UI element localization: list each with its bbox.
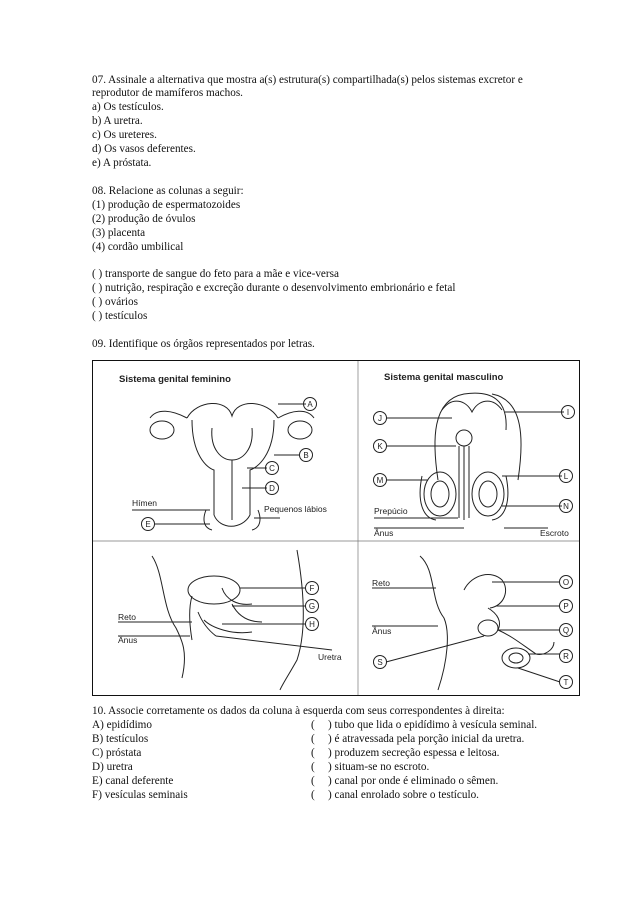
q10-right-2: ) é atravessada pela porção inicial da uretra. [328, 733, 525, 745]
svg-text:P: P [563, 602, 569, 611]
q07-option-d: d) Os vasos deferentes. [92, 143, 196, 155]
q10-left-a: A) epidídimo [92, 719, 152, 731]
q07-stem-line2: reprodutor de mamíferos machos. [92, 87, 243, 99]
q10-paren-5: ( [311, 775, 315, 787]
q10-right-1: ) tubo que lida o epidídimo à vesícula seminal. [328, 719, 538, 731]
badge-O [560, 576, 573, 589]
svg-text:N: N [563, 502, 569, 511]
q08-blank-1: ( ) transporte de sangue do feto para a mãe e vice-versa [92, 268, 339, 280]
q10-paren-4: ( [311, 761, 315, 773]
q08-item-4: (4) cordão umbilical [92, 241, 184, 253]
svg-text:I: I [566, 408, 570, 417]
label-escroto: Escroto [540, 528, 569, 538]
q08-item-1: (1) produção de espermatozoides [92, 199, 241, 211]
male-sagittal-leaders [372, 582, 560, 682]
q10-paren-2: ( [311, 733, 315, 745]
badge-H [306, 618, 319, 631]
badge-T [560, 676, 573, 689]
reproductive-systems-figure [92, 360, 580, 696]
badge-P [560, 600, 573, 613]
svg-text:A: A [307, 400, 313, 409]
q10-left-e: E) canal deferente [92, 775, 174, 787]
female-sagittal-leaders [118, 588, 332, 650]
svg-text:J: J [378, 414, 382, 423]
label-pequenos-labios: Pequenos lábios [264, 504, 327, 514]
label-uretra: Uretra [318, 652, 342, 662]
q07-stem-line1: 07. Assinale a alternativa que mostra a(s) estrutura(s) compartilhada(s) pelos sistemas excretor e [92, 74, 523, 86]
q07-option-a: a) Os testículos. [92, 101, 164, 113]
q08-title: 08. Relacione as colunas a seguir: [92, 185, 244, 197]
svg-text:T: T [563, 678, 569, 687]
label-reto-female: Reto [118, 612, 136, 622]
q08-item-2: (2) produção de óvulos [92, 213, 196, 225]
svg-text:S: S [377, 658, 383, 667]
q10-right-5: ) canal por onde é eliminado o sêmen. [328, 775, 499, 787]
q08-blank-4: ( ) testículos [92, 310, 148, 322]
label-anus-female: Ânus [118, 635, 138, 645]
female-system-title: Sistema genital feminino [119, 374, 231, 385]
q08-blank-2: ( ) nutrição, respiração e excreção durante o desenvolvimento embrionário e fetal [92, 282, 456, 294]
badge-M [374, 474, 387, 487]
male-system-title: Sistema genital masculino [384, 372, 504, 383]
svg-text:G: G [308, 602, 316, 611]
svg-text:K: K [377, 442, 383, 451]
q07-option-c: c) Os ureteres. [92, 129, 157, 141]
label-anus-male-bottom: Ânus [372, 626, 392, 636]
svg-text:C: C [269, 464, 275, 473]
q08-item-3: (3) placenta [92, 227, 146, 239]
svg-text:B: B [303, 451, 309, 460]
svg-text:O: O [562, 578, 570, 587]
q10-left-d: D) uretra [92, 761, 133, 773]
female-sagittal-drawing [152, 550, 303, 690]
q10-right-6: ) canal enrolado sobre o testículo. [328, 789, 479, 801]
badge-R [560, 650, 573, 663]
male-letter-badges [374, 406, 575, 689]
badge-K [374, 440, 387, 453]
q10-title: 10. Associe corretamente os dados da coluna à esquerda com seus correspondentes à direita: [92, 705, 505, 717]
male-sagittal-drawing [420, 556, 554, 690]
q10-left-f: F) vesículas seminais [92, 789, 188, 801]
svg-text:E: E [145, 520, 151, 529]
badge-J [374, 412, 387, 425]
q10-paren-1: ( [311, 719, 315, 731]
female-letter-badges [142, 398, 319, 631]
svg-text:L: L [563, 472, 569, 481]
q07-option-e: e) A próstata. [92, 157, 152, 169]
q10-paren-3: ( [311, 747, 315, 759]
badge-Q [560, 624, 573, 637]
badge-E [142, 518, 155, 531]
svg-text:H: H [309, 620, 315, 629]
q10-left-b: B) testículos [92, 733, 149, 745]
q10-right-4: ) situam-se no escroto. [328, 761, 430, 773]
q10-paren-6: ( [311, 789, 315, 801]
badge-D [266, 482, 279, 495]
badge-B [300, 449, 313, 462]
q09-title: 09. Identifique os órgãos representados por letras. [92, 338, 315, 350]
badge-F [306, 582, 319, 595]
svg-text:R: R [563, 652, 569, 661]
label-reto-male: Reto [372, 578, 390, 588]
label-anus-male-top: Ânus [374, 528, 394, 538]
q08-blank-3: ( ) ovários [92, 296, 138, 308]
label-himen: Hímen [132, 498, 158, 508]
badge-G [306, 600, 319, 613]
q10-right-3: ) produzem secreção espessa e leitosa. [328, 747, 500, 759]
label-prepucio: Prepúcio [374, 506, 408, 516]
svg-text:M: M [376, 476, 384, 485]
badge-C [266, 462, 279, 475]
svg-text:D: D [269, 484, 275, 493]
svg-text:Q: Q [562, 626, 570, 635]
q10-left-c: C) próstata [92, 747, 142, 759]
q07-option-b: b) A uretra. [92, 115, 143, 127]
svg-text:F: F [309, 584, 315, 593]
badge-S [374, 656, 387, 669]
